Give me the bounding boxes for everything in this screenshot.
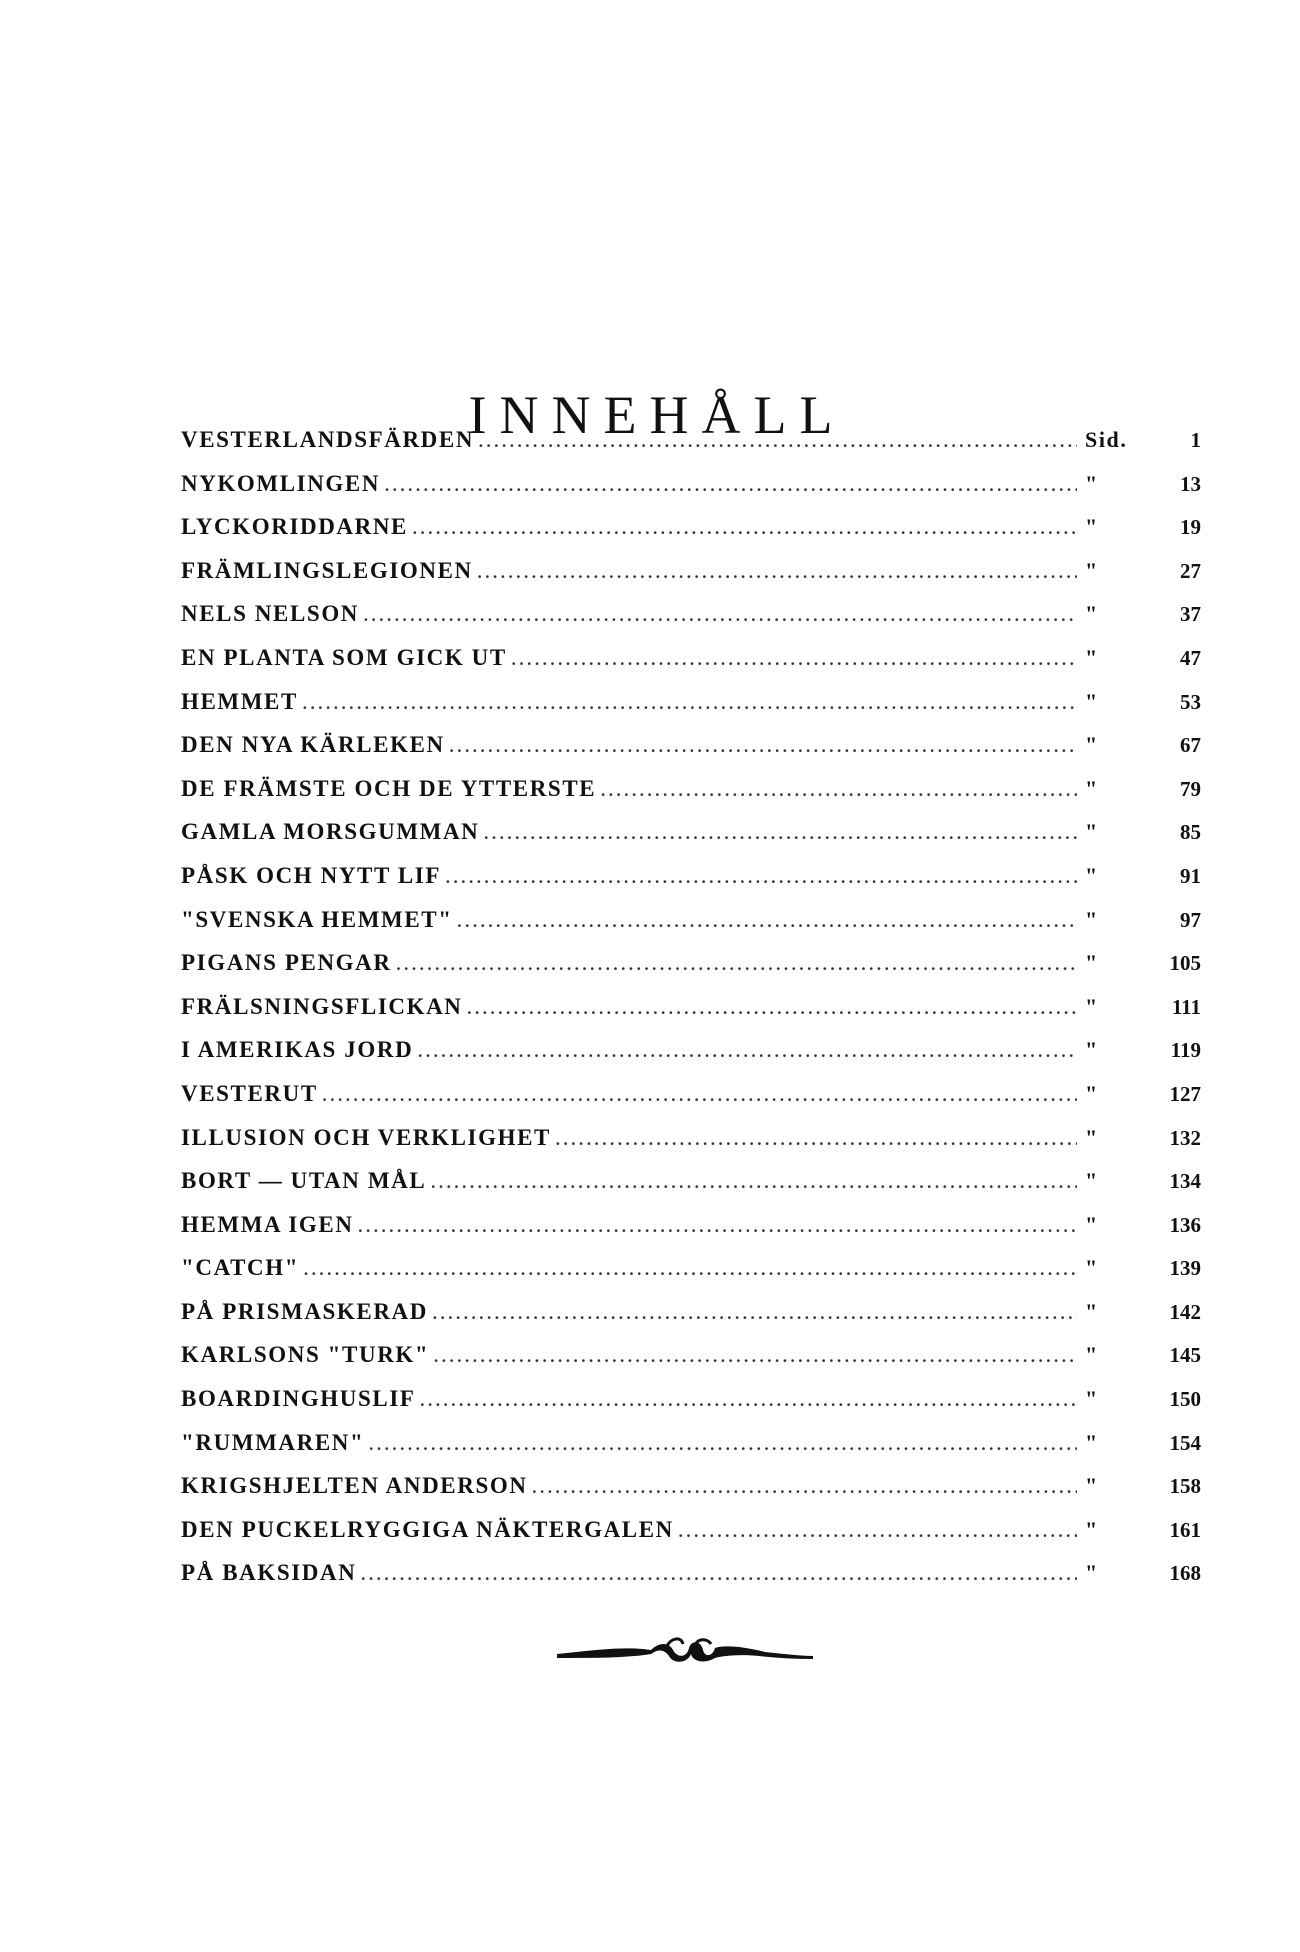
toc-entry <box>181 1255 1201 1299</box>
dot-leader <box>532 1473 1077 1499</box>
entry-title: NYKOMLINGEN <box>181 470 381 496</box>
page-number: 142 <box>1169 1299 1201 1324</box>
page-number: 1 <box>1190 428 1201 452</box>
page-number: 145 <box>1169 1343 1201 1368</box>
page-number: 139 <box>1169 1256 1201 1281</box>
toc-entry <box>181 1037 1201 1081</box>
page-number: 37 <box>1180 602 1201 627</box>
dot-leader <box>449 732 1077 758</box>
entry-title: VESTERUT <box>181 1080 318 1106</box>
entry-title: FRÄMLINGSLEGIONEN <box>181 557 473 583</box>
dot-leader <box>445 863 1077 889</box>
entry-title: LYCKORIDDARNE <box>181 514 408 540</box>
ditto-mark: " <box>1085 1168 1099 1194</box>
dot-leader <box>412 514 1077 540</box>
flourish-icon <box>555 1632 815 1668</box>
page-number: 150 <box>1169 1387 1201 1412</box>
toc-entry <box>181 1342 1201 1386</box>
ditto-mark: " <box>1085 732 1099 758</box>
page-number: 85 <box>1180 820 1201 845</box>
toc-entry <box>181 1560 1201 1604</box>
entry-title: DEN NYA KÄRLEKEN <box>181 732 445 758</box>
dot-leader <box>360 1560 1077 1586</box>
toc-entry <box>181 1081 1201 1125</box>
dot-leader <box>467 994 1077 1020</box>
ditto-mark: " <box>1085 950 1099 976</box>
ditto-mark: " <box>1085 1080 1099 1106</box>
entry-title: NELS NELSON <box>181 601 360 627</box>
page-number: 158 <box>1169 1474 1201 1499</box>
dot-leader <box>396 950 1077 976</box>
toc-entry <box>181 1386 1201 1430</box>
ditto-mark: " <box>1085 1211 1099 1237</box>
page-number: 67 <box>1180 733 1201 758</box>
dot-leader <box>363 601 1077 627</box>
ditto-mark: " <box>1085 1560 1099 1586</box>
entry-title: HEMMET <box>181 688 298 714</box>
ditto-mark: " <box>1085 470 1099 496</box>
toc-entry <box>181 819 1201 863</box>
ditto-mark: " <box>1085 775 1099 801</box>
page-number: 97 <box>1180 907 1201 932</box>
entry-title: PÅSK OCH NYTT LIF <box>181 862 442 888</box>
page-number: 132 <box>1169 1125 1201 1150</box>
toc-entry <box>181 1299 1201 1343</box>
ditto-mark: " <box>1085 1516 1099 1542</box>
ditto-mark: " <box>1085 993 1099 1019</box>
toc-entry <box>181 776 1201 820</box>
dot-leader <box>430 1168 1077 1194</box>
entry-title: BOARDINGHUSLIF <box>181 1386 416 1412</box>
entry-title: I AMERIKAS JORD <box>181 1037 414 1063</box>
dot-leader <box>477 558 1077 584</box>
ditto-mark: " <box>1085 1473 1099 1499</box>
entry-title: ILLUSION OCH VERKLIGHET <box>181 1124 551 1150</box>
page-number: 19 <box>1180 515 1201 540</box>
entry-title: BORT — UTAN MÅL <box>181 1168 427 1194</box>
page-number: 168 <box>1169 1561 1201 1586</box>
entry-title: DEN PUCKELRYGGIGA NÄKTERGALEN <box>181 1516 674 1542</box>
ditto-mark: " <box>1085 862 1099 888</box>
dot-leader <box>678 1517 1077 1543</box>
page-number: 111 <box>1171 994 1201 1019</box>
entry-title: HEMMA IGEN <box>181 1211 354 1237</box>
dot-leader <box>302 689 1077 715</box>
dot-leader <box>322 1081 1077 1107</box>
toc-entry <box>181 1517 1201 1561</box>
toc-entry <box>181 1212 1201 1256</box>
entry-title: DE FRÄMSTE OCH DE YTTERSTE <box>181 775 597 801</box>
dot-leader <box>358 1212 1077 1238</box>
page-number: 105 <box>1169 951 1201 976</box>
dot-leader <box>417 1037 1077 1063</box>
ditto-mark: " <box>1085 819 1099 845</box>
entry-title: FRÄLSNINGSFLICKAN <box>181 993 463 1019</box>
toc-entry <box>181 1125 1201 1169</box>
entry-title: PÅ BAKSIDAN <box>181 1560 357 1586</box>
entry-title: "SVENSKA HEMMET" <box>181 906 453 932</box>
page-label: Sid. <box>1085 427 1128 452</box>
entry-title: EN PLANTA SOM GICK UT <box>181 644 507 670</box>
dot-leader <box>384 471 1077 497</box>
page-number: 154 <box>1169 1430 1201 1455</box>
page-title: INNEHÅLL <box>468 385 846 446</box>
toc-entry <box>181 1430 1201 1474</box>
page-number: 127 <box>1169 1081 1201 1106</box>
ditto-mark: " <box>1085 906 1099 932</box>
dot-leader <box>432 1299 1077 1325</box>
toc-entry <box>181 689 1201 733</box>
ditto-mark: " <box>1085 1124 1099 1150</box>
toc-entry <box>181 907 1201 951</box>
page-number: 119 <box>1170 1038 1201 1063</box>
toc-entry <box>181 558 1201 602</box>
dot-leader <box>478 427 1077 453</box>
toc-entry <box>181 514 1201 558</box>
page-number: 13 <box>1180 471 1201 496</box>
page-number: 27 <box>1180 558 1201 583</box>
toc-entry <box>181 732 1201 776</box>
toc-entry <box>181 427 1201 471</box>
dot-leader <box>303 1255 1077 1281</box>
entry-title: "CATCH" <box>181 1255 300 1281</box>
ditto-mark: " <box>1085 1386 1099 1412</box>
entry-title: GAMLA MORSGUMMAN <box>181 819 480 845</box>
toc-entry <box>181 994 1201 1038</box>
toc-entry <box>181 863 1201 907</box>
toc-entry <box>181 601 1201 645</box>
ditto-mark: " <box>1085 1037 1099 1063</box>
ditto-mark: " <box>1085 1429 1099 1455</box>
ditto-mark: " <box>1085 601 1099 627</box>
table-of-contents <box>181 427 1201 1604</box>
ditto-mark: " <box>1085 1342 1099 1368</box>
toc-entry <box>181 1168 1201 1212</box>
ditto-mark: " <box>1085 557 1099 583</box>
entry-title: VESTERLANDSFÄRDEN <box>181 427 475 452</box>
dot-leader <box>555 1125 1077 1151</box>
page-number: 136 <box>1169 1212 1201 1237</box>
page-number: 134 <box>1169 1169 1201 1194</box>
entry-title: "RUMMAREN" <box>181 1429 365 1455</box>
toc-entry <box>181 471 1201 515</box>
ditto-mark: " <box>1085 514 1099 540</box>
dot-leader <box>483 819 1077 845</box>
dot-leader <box>511 645 1077 671</box>
ditto-mark: " <box>1085 688 1099 714</box>
entry-title: KRIGSHJELTEN ANDERSON <box>181 1473 528 1499</box>
page-number: 79 <box>1180 776 1201 801</box>
page-number: 53 <box>1180 689 1201 714</box>
toc-entry <box>181 950 1201 994</box>
dot-leader <box>420 1386 1077 1412</box>
dot-leader <box>433 1342 1077 1368</box>
ditto-mark: " <box>1085 644 1099 670</box>
dot-leader <box>600 776 1077 802</box>
toc-entry <box>181 1473 1201 1517</box>
entry-title: PIGANS PENGAR <box>181 950 392 976</box>
toc-entry <box>181 645 1201 689</box>
ditto-mark: " <box>1085 1298 1099 1324</box>
dot-leader <box>457 907 1077 933</box>
ditto-mark: " <box>1085 1255 1099 1281</box>
entry-title: KARLSONS "TURK" <box>181 1342 430 1368</box>
page-number: 161 <box>1169 1517 1201 1542</box>
page-number: 47 <box>1180 645 1201 670</box>
page-number: 91 <box>1180 863 1201 888</box>
entry-title: PÅ PRISMASKERAD <box>181 1298 428 1324</box>
dot-leader <box>368 1430 1077 1456</box>
